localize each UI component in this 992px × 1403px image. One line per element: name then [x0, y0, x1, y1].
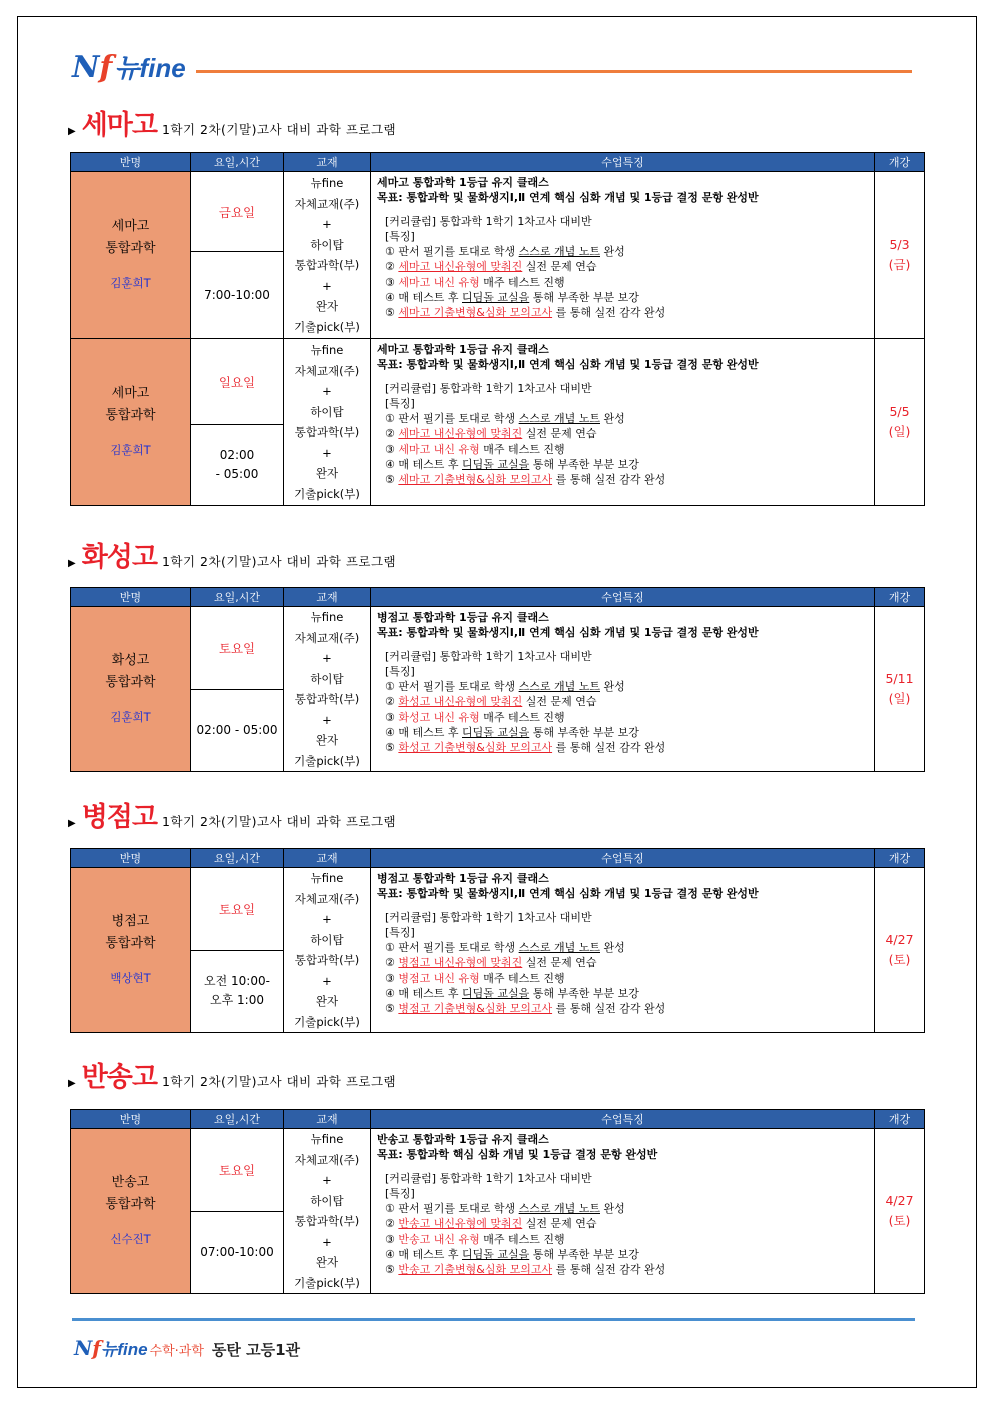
- section-subtitle: 1학기 2차(기말)고사 대비 과학 프로그램: [161, 554, 397, 569]
- point-text-tail: 통해 부족한 부분 보강: [532, 458, 639, 472]
- textbook-line: +: [322, 445, 332, 460]
- point-text-emphasis: 실전 문제 연습: [525, 956, 597, 970]
- column-header: 요일,시간: [191, 849, 284, 868]
- column-header: 수업특징: [371, 153, 875, 172]
- class-name-line: 통합과학: [105, 241, 156, 256]
- point-text-emphasis: 를 통해 실전 감각 완성: [555, 306, 666, 320]
- class-name-line: 통합과학: [105, 675, 156, 690]
- point-text: 병점고 내신 유형: [398, 971, 480, 985]
- textbook-line: 완자: [315, 299, 339, 313]
- point-text-emphasis: 디딤돌 교실을: [462, 726, 530, 740]
- feature-goal: 목표: 통합과학 및 물화생지Ⅰ,Ⅱ 연계 핵심 심화 개념 및 1등급 결정 문항 완성반: [377, 358, 759, 372]
- textbook-line: 기출pick(부): [294, 319, 360, 334]
- program-table: [70, 1109, 925, 1294]
- start-date: 5/3: [889, 237, 910, 252]
- textbook-line: 뉴fine: [310, 1132, 344, 1146]
- school-name: 반송고: [81, 1062, 157, 1093]
- feature-point: [377, 244, 874, 259]
- point-text-emphasis: 매주 테스트 진행: [483, 442, 565, 456]
- class-time-line: 오전 10:00-: [204, 974, 270, 989]
- point-number: ①: [385, 245, 395, 259]
- textbook-line: 자체교재(주): [294, 891, 360, 906]
- point-number: ⑤: [385, 1002, 395, 1016]
- point-text-tail: 완성: [603, 941, 625, 955]
- feature-goal: 목표: 통합과학 및 물화생지Ⅰ,Ⅱ 연계 핵심 심화 개념 및 1등급 결정 문항 완성반: [377, 626, 759, 640]
- point-text-emphasis: 를 통해 실전 감각 완성: [555, 1002, 666, 1016]
- column-header: 요일,시간: [191, 588, 284, 607]
- point-text: 반송고 내신 유형: [398, 1232, 480, 1246]
- teacher-name: 백상현T: [110, 971, 151, 985]
- textbook-line: 기출pick(부): [294, 1275, 360, 1290]
- textbook-line: 완자: [315, 994, 339, 1008]
- class-day: 일요일: [191, 339, 284, 425]
- point-number: ②: [385, 260, 395, 274]
- textbook-line: 자체교재(주): [294, 363, 360, 378]
- point-text: 반송고 기출변형&심화 모의고사: [398, 1263, 553, 1277]
- class-time-line: 02:00: [219, 448, 255, 462]
- point-text: 병점고 내신유형에 맞춰진: [398, 956, 523, 970]
- textbook-cell: [284, 1129, 371, 1294]
- school-name: 화성고: [81, 542, 157, 573]
- textbook-line: +: [322, 384, 332, 398]
- start-weekday: (일): [888, 691, 911, 706]
- point-text-emphasis: 실전 문제 연습: [525, 427, 597, 441]
- spacer: [377, 641, 874, 649]
- column-header: 반명: [71, 1110, 191, 1129]
- table-row: [71, 339, 925, 425]
- point-text: 병점고 기출변형&심화 모의고사: [398, 1002, 553, 1016]
- curriculum: [커리큘럼] 통합과학 1학기 1차고사 대비반: [385, 214, 592, 228]
- start-date-cell: [875, 339, 925, 506]
- section-title: [68, 103, 396, 142]
- curriculum: [커리큘럼] 통합과학 1학기 1차고사 대비반: [385, 1171, 592, 1185]
- column-header: 개강: [875, 849, 925, 868]
- column-header: 반명: [71, 849, 191, 868]
- point-text-tail: 통해 부족한 부분 보강: [532, 291, 639, 305]
- point-text: 세마고 내신유형에 맞춰진: [398, 260, 523, 274]
- point-text: 화성고 기출변형&심화 모의고사: [398, 741, 553, 755]
- class-day: 토요일: [191, 1129, 284, 1212]
- footer-divider: [72, 1318, 915, 1321]
- textbook-line: 기출pick(부): [294, 1014, 360, 1029]
- textbook-line: 하이탑: [310, 1193, 344, 1208]
- point-text-tail: 완성: [603, 680, 625, 694]
- start-date-cell: [875, 607, 925, 772]
- feature-title: 반송고 통합과학 1등급 유지 클래스: [377, 1133, 549, 1146]
- point-text-tail: 완성: [603, 412, 625, 426]
- textbook-line: 완자: [315, 466, 339, 480]
- spacer: [377, 902, 874, 910]
- point-text-emphasis: 디딤돌 교실을: [462, 291, 530, 305]
- start-weekday: (토): [888, 1213, 911, 1228]
- point-number: ④: [385, 291, 395, 305]
- feature-point: [377, 259, 874, 274]
- feature-point: [377, 710, 874, 725]
- feature-point: [377, 694, 874, 709]
- curriculum: [커리큘럼] 통합과학 1학기 1차고사 대비반: [385, 649, 592, 663]
- point-text-emphasis: 매주 테스트 진행: [483, 971, 565, 985]
- column-header: 교재: [284, 153, 371, 172]
- point-text-emphasis: 디딤돌 교실을: [462, 1248, 530, 1262]
- point-text-emphasis: 실전 문제 연습: [525, 1217, 597, 1231]
- point-number: ④: [385, 726, 395, 740]
- class-name-line: 세마고: [111, 219, 150, 234]
- start-date-cell: [875, 1129, 925, 1294]
- point-number: ③: [385, 275, 395, 289]
- feature-point: [377, 1262, 874, 1277]
- textbook-line: 하이탑: [310, 237, 344, 252]
- program-table: [70, 848, 925, 1033]
- special-heading: [특징]: [385, 664, 415, 678]
- point-text-emphasis: 매주 테스트 진행: [483, 1232, 565, 1246]
- textbook-line: +: [322, 1234, 332, 1249]
- teacher-name: 신수진T: [110, 1232, 151, 1246]
- section-subtitle: 1학기 2차(기말)고사 대비 과학 프로그램: [161, 814, 397, 829]
- column-header: 개강: [875, 1110, 925, 1129]
- point-number: ①: [385, 941, 395, 955]
- start-weekday: (일): [888, 424, 911, 439]
- point-number: ②: [385, 695, 395, 709]
- feature-point: [377, 940, 874, 955]
- class-time-line: 02:00 - 05:00: [196, 722, 278, 737]
- table-row: [71, 868, 925, 951]
- feature-title: 세마고 통합과학 1등급 유지 클래스: [377, 176, 549, 189]
- feature-cell: [371, 1129, 875, 1294]
- point-number: ①: [385, 412, 395, 426]
- point-number: ①: [385, 1202, 395, 1216]
- class-name-cell: [71, 172, 191, 339]
- point-text-emphasis: 매주 테스트 진행: [483, 710, 565, 724]
- point-text-emphasis: 디딤돌 교실을: [462, 458, 530, 472]
- class-name-line: 화성고: [111, 653, 150, 668]
- spacer: [377, 206, 874, 214]
- feature-point: [377, 305, 874, 320]
- point-text: 판서 필기를 토대로 학생: [398, 1202, 516, 1216]
- teacher-name: 김훈희T: [110, 443, 151, 457]
- column-header: 요일,시간: [191, 153, 284, 172]
- point-text-emphasis: 스스로 개념 노트: [518, 941, 600, 955]
- column-header: 개강: [875, 153, 925, 172]
- class-day: 토요일: [191, 868, 284, 951]
- point-text-emphasis: 를 통해 실전 감각 완성: [555, 1263, 666, 1277]
- section-title: [68, 1055, 396, 1094]
- footer-subjects: 수학·과학: [149, 1344, 204, 1359]
- point-number: ⑤: [385, 741, 395, 755]
- class-time-line: 오후 1:00: [210, 993, 264, 1008]
- school-name: 세마고: [81, 110, 157, 141]
- class-time-line: - 05:00: [215, 467, 259, 481]
- point-number: ④: [385, 987, 395, 1001]
- point-text: 화성고 내신유형에 맞춰진: [398, 695, 523, 709]
- textbook-line: 기출pick(부): [294, 753, 360, 768]
- point-text: 판서 필기를 토대로 학생: [398, 941, 516, 955]
- point-number: ②: [385, 956, 395, 970]
- table-header-row: [71, 1110, 925, 1129]
- column-header: 반명: [71, 153, 191, 172]
- start-date-cell: [875, 868, 925, 1033]
- feature-point: [377, 1232, 874, 1247]
- textbook-line: 자체교재(주): [294, 1152, 360, 1167]
- start-date: 4/27: [885, 932, 914, 947]
- column-header: 반명: [71, 588, 191, 607]
- feature-point: [377, 955, 874, 970]
- textbook-line: 완자: [315, 733, 339, 747]
- start-date: 5/11: [885, 671, 914, 686]
- point-text: 판서 필기를 토대로 학생: [398, 680, 516, 694]
- textbook-line: +: [322, 217, 332, 231]
- feature-cell: [371, 172, 875, 339]
- feature-cell: [371, 339, 875, 506]
- point-number: ⑤: [385, 1263, 395, 1277]
- program-table: [70, 152, 925, 506]
- textbook-cell: [284, 339, 371, 506]
- table-row: [71, 172, 925, 252]
- class-name-cell: [71, 868, 191, 1033]
- feature-goal: 목표: 통합과학 및 물화생지Ⅰ,Ⅱ 연계 핵심 심화 개념 및 1등급 결정 문항 완성반: [377, 191, 759, 205]
- footer-branch: 동탄 고등1관: [211, 1341, 301, 1359]
- column-header: 교재: [284, 588, 371, 607]
- column-header: 수업특징: [371, 849, 875, 868]
- textbook-cell: [284, 868, 371, 1033]
- class-name-line: 세마고: [111, 386, 150, 401]
- feature-point: [377, 426, 874, 441]
- logo-mark: Nf: [72, 50, 113, 85]
- class-name-cell: [71, 339, 191, 506]
- textbook-line: 뉴fine: [310, 871, 344, 885]
- point-number: ③: [385, 442, 395, 456]
- point-text: 세마고 기출변형&심화 모의고사: [398, 306, 553, 320]
- table-header-row: [71, 849, 925, 868]
- textbook-cell: [284, 172, 371, 339]
- textbook-line: 자체교재(주): [294, 630, 360, 645]
- point-text-emphasis: 스스로 개념 노트: [518, 1202, 600, 1216]
- column-header: 수업특징: [371, 588, 875, 607]
- school-name: 병점고: [81, 802, 157, 833]
- point-text: 매 테스트 후: [398, 987, 459, 1001]
- textbook-line: 완자: [315, 1255, 339, 1269]
- special-heading: [특징]: [385, 925, 415, 939]
- class-name-cell: [71, 1129, 191, 1294]
- point-number: ⑤: [385, 306, 395, 320]
- textbook-line: 통합과학(부): [294, 425, 360, 439]
- textbook-line: 하이탑: [310, 932, 344, 947]
- point-text-tail: 통해 부족한 부분 보강: [532, 987, 639, 1001]
- point-number: ②: [385, 427, 395, 441]
- class-name-line: 병점고: [111, 914, 150, 929]
- point-text-tail: 완성: [603, 1202, 625, 1216]
- feature-point: [377, 1201, 874, 1216]
- class-name-line: 통합과학: [105, 936, 156, 951]
- point-text-emphasis: 실전 문제 연습: [525, 695, 597, 709]
- point-text: 반송고 내신유형에 맞춰진: [398, 1217, 523, 1231]
- point-number: ①: [385, 680, 395, 694]
- column-header: 요일,시간: [191, 1110, 284, 1129]
- start-date: 5/5: [889, 404, 910, 419]
- point-text: 매 테스트 후: [398, 291, 459, 305]
- point-text: 판서 필기를 토대로 학생: [398, 412, 516, 426]
- section-title: [68, 535, 396, 574]
- textbook-line: 뉴fine: [310, 343, 344, 357]
- feature-cell: [371, 868, 875, 1033]
- special-heading: [특징]: [385, 229, 415, 243]
- feature-point: [377, 457, 874, 472]
- brand-logo: [72, 48, 186, 85]
- point-text: 세마고 내신유형에 맞춰진: [398, 427, 523, 441]
- class-name-line: 통합과학: [105, 1197, 156, 1212]
- column-header: 수업특징: [371, 1110, 875, 1129]
- feature-point: [377, 725, 874, 740]
- feature-point: [377, 971, 874, 986]
- point-text-emphasis: 실전 문제 연습: [525, 260, 597, 274]
- column-header: 교재: [284, 1110, 371, 1129]
- feature-point: [377, 275, 874, 290]
- feature-goal: 목표: 통합과학 핵심 심화 개념 및 1등급 결정 문항 완성반: [377, 1148, 658, 1162]
- point-number: ②: [385, 1217, 395, 1231]
- feature-title: 병점고 통합과학 1등급 유지 클래스: [377, 611, 549, 624]
- special-heading: [특징]: [385, 396, 415, 410]
- column-header: 교재: [284, 849, 371, 868]
- feature-title: 병점고 통합과학 1등급 유지 클래스: [377, 872, 549, 885]
- textbook-cell: [284, 607, 371, 772]
- feature-title: 세마고 통합과학 1등급 유지 클래스: [377, 343, 549, 356]
- feature-point: [377, 1247, 874, 1262]
- textbook-line: 기출pick(부): [294, 486, 360, 501]
- feature-goal: 목표: 통합과학 및 물화생지Ⅰ,Ⅱ 연계 핵심 심화 개념 및 1등급 결정 문항 완성반: [377, 887, 759, 901]
- point-text-tail: 통해 부족한 부분 보강: [532, 1248, 639, 1262]
- footer-logo-text: 뉴fine: [100, 1340, 148, 1359]
- start-date: 4/27: [885, 1193, 914, 1208]
- class-day: 토요일: [191, 607, 284, 690]
- header-divider: [196, 70, 912, 73]
- feature-point: [377, 740, 874, 755]
- textbook-line: +: [322, 278, 332, 293]
- arrow-icon: ▶: [68, 818, 76, 829]
- feature-point: [377, 1216, 874, 1231]
- feature-point: [377, 1001, 874, 1016]
- feature-point: [377, 411, 874, 426]
- point-number: ③: [385, 1232, 395, 1246]
- textbook-line: +: [322, 1173, 332, 1187]
- point-text: 세마고 기출변형&심화 모의고사: [398, 473, 553, 487]
- point-text-emphasis: 매주 테스트 진행: [483, 275, 565, 289]
- point-number: ⑤: [385, 473, 395, 487]
- point-text-emphasis: 스스로 개념 노트: [518, 412, 600, 426]
- point-number: ③: [385, 710, 395, 724]
- textbook-line: 통합과학(부): [294, 692, 360, 706]
- class-day: 금요일: [191, 172, 284, 252]
- table-row: [71, 1129, 925, 1212]
- textbook-line: +: [322, 712, 332, 727]
- curriculum: [커리큘럼] 통합과학 1학기 1차고사 대비반: [385, 910, 592, 924]
- special-heading: [특징]: [385, 1186, 415, 1200]
- textbook-line: 하이탑: [310, 671, 344, 686]
- textbook-line: 하이탑: [310, 404, 344, 419]
- section-subtitle: 1학기 2차(기말)고사 대비 과학 프로그램: [161, 1074, 397, 1089]
- point-text-emphasis: 디딤돌 교실을: [462, 987, 530, 1001]
- point-text-emphasis: 스스로 개념 노트: [518, 245, 600, 259]
- start-weekday: (금): [888, 257, 911, 272]
- logo-text: 뉴fine: [114, 53, 186, 83]
- textbook-line: 통합과학(부): [294, 258, 360, 272]
- textbook-line: 통합과학(부): [294, 953, 360, 967]
- point-text-tail: 완성: [603, 245, 625, 259]
- arrow-icon: ▶: [68, 558, 76, 569]
- class-time-line: 7:00-10:00: [204, 287, 270, 302]
- table-header-row: [71, 153, 925, 172]
- point-text-emphasis: 스스로 개념 노트: [518, 680, 600, 694]
- textbook-line: +: [322, 912, 332, 926]
- class-time: [191, 425, 284, 506]
- textbook-line: 자체교재(주): [294, 196, 360, 211]
- feature-point: [377, 472, 874, 487]
- feature-cell: [371, 607, 875, 772]
- arrow-icon: ▶: [68, 1078, 76, 1089]
- class-time: [191, 689, 284, 772]
- textbook-line: +: [322, 651, 332, 665]
- teacher-name: 김훈희T: [110, 276, 151, 290]
- feature-point: [377, 679, 874, 694]
- footer: [74, 1335, 300, 1360]
- point-number: ③: [385, 971, 395, 985]
- class-time: [191, 950, 284, 1033]
- point-text: 매 테스트 후: [398, 1248, 459, 1262]
- point-text: 판서 필기를 토대로 학생: [398, 245, 516, 259]
- point-text: 매 테스트 후: [398, 726, 459, 740]
- point-text: 매 테스트 후: [398, 458, 459, 472]
- textbook-line: 통합과학(부): [294, 1214, 360, 1228]
- textbook-line: 뉴fine: [310, 610, 344, 624]
- curriculum: [커리큘럼] 통합과학 1학기 1차고사 대비반: [385, 381, 592, 395]
- table-row: [71, 607, 925, 690]
- program-table: [70, 587, 925, 772]
- section-subtitle: 1학기 2차(기말)고사 대비 과학 프로그램: [161, 122, 397, 137]
- point-text-emphasis: 를 통해 실전 감각 완성: [555, 473, 666, 487]
- class-time: [191, 252, 284, 339]
- textbook-line: +: [322, 973, 332, 988]
- feature-point: [377, 290, 874, 305]
- point-text: 세마고 내신 유형: [398, 275, 480, 289]
- point-text: 화성고 내신 유형: [398, 710, 480, 724]
- class-time-line: 07:00-10:00: [200, 1244, 274, 1259]
- class-name-cell: [71, 607, 191, 772]
- section-title: [68, 795, 396, 834]
- class-name-line: 반송고: [111, 1175, 150, 1190]
- point-text-emphasis: 를 통해 실전 감각 완성: [555, 741, 666, 755]
- point-number: ④: [385, 458, 395, 472]
- point-text: 세마고 내신 유형: [398, 442, 480, 456]
- teacher-name: 김훈희T: [110, 710, 151, 724]
- arrow-icon: ▶: [68, 126, 76, 137]
- footer-logo-mark: Nf: [74, 1336, 101, 1360]
- textbook-line: 뉴fine: [310, 176, 344, 190]
- feature-point: [377, 442, 874, 457]
- feature-point: [377, 986, 874, 1001]
- start-weekday: (토): [888, 952, 911, 967]
- point-text-tail: 통해 부족한 부분 보강: [532, 726, 639, 740]
- column-header: 개강: [875, 588, 925, 607]
- spacer: [377, 1163, 874, 1171]
- start-date-cell: [875, 172, 925, 339]
- class-time: [191, 1211, 284, 1294]
- point-number: ④: [385, 1248, 395, 1262]
- spacer: [377, 373, 874, 381]
- table-header-row: [71, 588, 925, 607]
- class-name-line: 통합과학: [105, 408, 156, 423]
